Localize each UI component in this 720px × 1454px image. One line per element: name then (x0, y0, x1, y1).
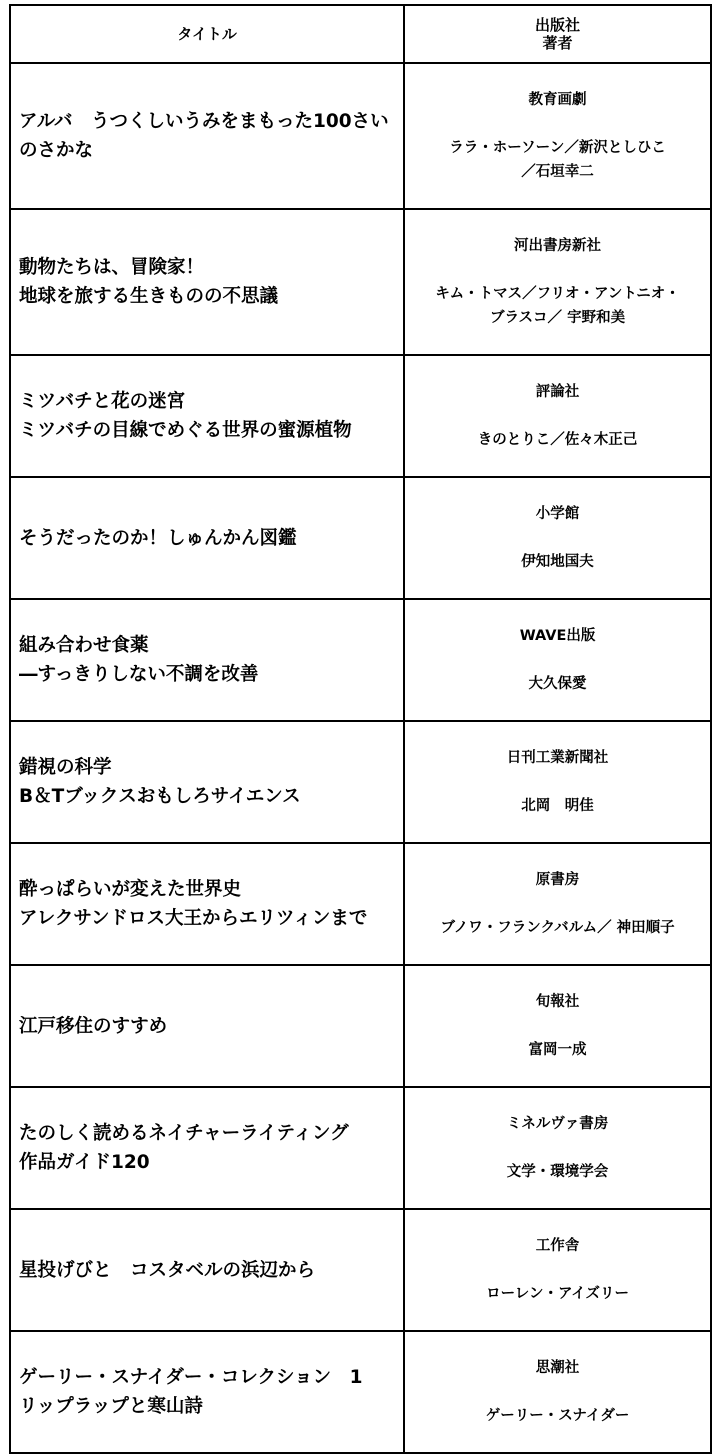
title-column-header (10, 5, 404, 63)
book-title: 組み合わせ食薬 ―すっきりしない不調を改善 (10, 599, 404, 721)
book-publisher: 日刊工業新聞社 (506, 750, 609, 766)
book-title: 酔っぱらいが変えた世界史 アレクサンドロス大王からエリツィンまで (10, 843, 404, 965)
table-row (10, 1209, 711, 1331)
table-row (10, 63, 711, 209)
book-author: ゲーリー・スナイダー (485, 1408, 630, 1424)
table-row (10, 843, 711, 965)
book-author: ララ・ホーソーン／新沢としひこ ／石垣幸二 (449, 140, 666, 180)
publisher-author-cell (404, 843, 711, 965)
author-column-label: 著者 (542, 34, 573, 52)
table-row (10, 355, 711, 477)
book-title: 星投げびと コスタベルの浜辺から (10, 1209, 404, 1331)
book-publisher: 河出書房新社 (514, 238, 602, 254)
book-publisher: 旬報社 (535, 994, 580, 1010)
table-row (10, 721, 711, 843)
book-author: きのとりこ／佐々木正己 (477, 432, 638, 448)
book-title: 錯視の科学 B＆Tブックスおもしろサイエンス (10, 721, 404, 843)
publisher-author-cell (404, 721, 711, 843)
book-title: ゲーリー・スナイダー・コレクション 1 リップラップと寒山詩 (10, 1331, 404, 1453)
table-row (10, 1331, 711, 1453)
publisher-author-cell (404, 477, 711, 599)
book-publisher: 思潮社 (535, 1360, 580, 1376)
table-row (10, 599, 711, 721)
book-title: ミツバチと花の迷宮 ミツバチの目線でめぐる世界の蜜源植物 (10, 355, 404, 477)
book-title: たのしく読めるネイチャーライティング 作品ガイド120 (10, 1087, 404, 1209)
publisher-author-cell (404, 1331, 711, 1453)
book-list-table (9, 4, 712, 1454)
publisher-author-column-header (404, 5, 711, 63)
table-row (10, 209, 711, 355)
book-author: 大久保愛 (528, 676, 587, 692)
book-publisher: 原書房 (535, 872, 580, 888)
book-title: 動物たちは、冒険家！ 地球を旅する生きものの不思議 (10, 209, 404, 355)
publisher-author-cell (404, 599, 711, 721)
publisher-author-cell (404, 1087, 711, 1209)
book-author: キム・トマス／フリオ・アントニオ・ ブラスコ／ 宇野和美 (435, 286, 680, 326)
publisher-column-label: 出版社 (535, 16, 581, 34)
table-header-row (10, 5, 711, 63)
book-publisher: 工作舎 (535, 1238, 580, 1254)
book-publisher: ミネルヴァ書房 (506, 1116, 609, 1132)
book-title: そうだったのか！しゅんかん図鑑 (10, 477, 404, 599)
book-title: アルバ うつくしいうみをまもった100さい のさかな (10, 63, 404, 209)
book-publisher: 評論社 (535, 384, 580, 400)
book-author: 北岡 明佳 (521, 798, 594, 814)
book-publisher: 教育画劇 (528, 92, 587, 108)
publisher-author-cell (404, 965, 711, 1087)
publisher-author-cell (404, 209, 711, 355)
title-column-label: タイトル (177, 25, 237, 43)
publisher-author-cell (404, 63, 711, 209)
publisher-author-cell (404, 1209, 711, 1331)
book-author: 文学・環境学会 (506, 1164, 609, 1180)
table-row (10, 1087, 711, 1209)
book-title: 江戸移住のすすめ (10, 965, 404, 1087)
table-row (10, 477, 711, 599)
book-author: ブノワ・フランクバルム／ 神田順子 (440, 920, 675, 936)
publisher-author-cell (404, 355, 711, 477)
book-publisher: WAVE出版 (519, 628, 596, 644)
table-row (10, 965, 711, 1087)
book-author: ローレン・アイズリー (486, 1286, 629, 1302)
book-author: 伊知地国夫 (521, 554, 594, 570)
book-author: 富岡一成 (528, 1042, 587, 1058)
book-publisher: 小学館 (535, 506, 580, 522)
